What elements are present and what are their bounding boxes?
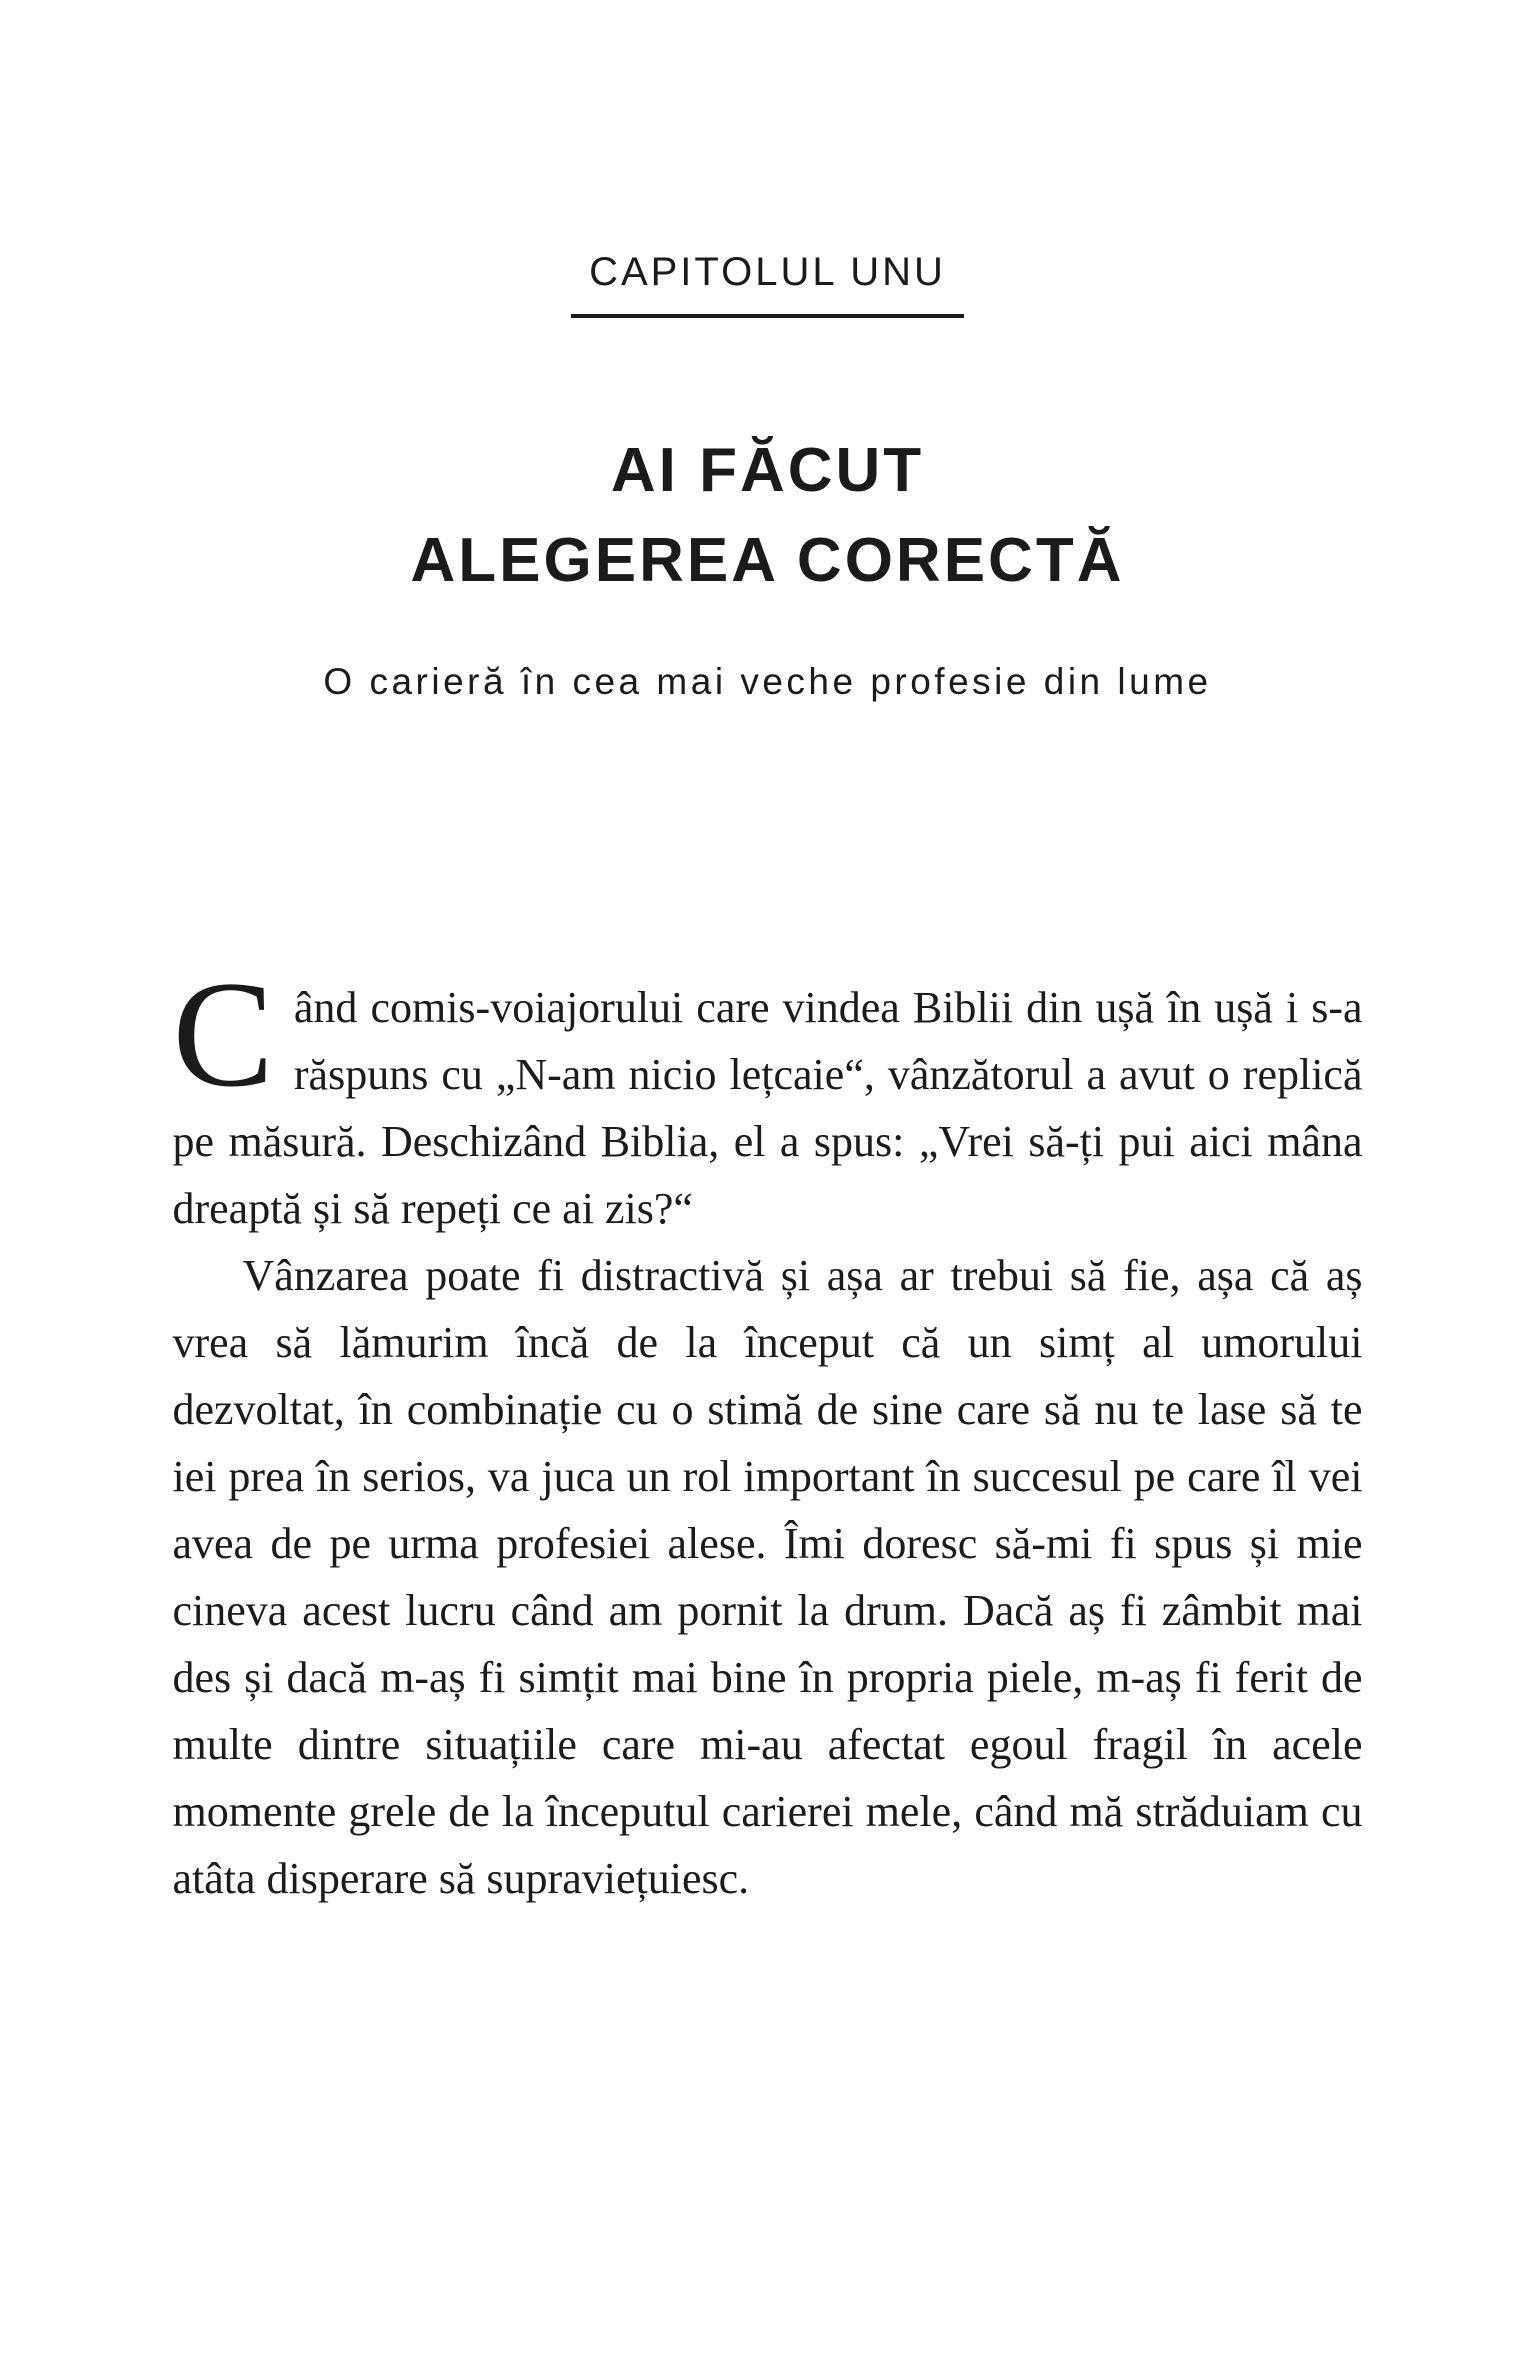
chapter-subtitle: O carieră în cea mai veche profesie din lume <box>323 661 1212 702</box>
paragraph: Vânzarea poate fi distractivă și așa ar trebui să fie, așa că aș vrea să lămurim încă de la început că un simț al umorului dezvoltat, în combinație cu o stimă de sine care să nu te lase să te iei prea în serios, va juca un rol important în succesul pe care îl vei avea de pe urma profesiei alese. Îmi doresc să-mi fi spus și mie cineva acest lucru când am pornit la drum. Dacă aș fi zâmbit mai des și dacă m-aș fi simțit mai bine în propria piele, m-aș fi ferit de multe dintre situațiile care mi-au afectat egoul fragil în acele momente grele de la începutul carierei mele, când mă străduiam cu atâta disperare să supraviețuiesc. <box>172 1251 1363 1903</box>
drop-cap: C <box>172 950 274 1118</box>
chapter-label: CAPITOLUL UNU <box>571 252 964 318</box>
chapter-title <box>173 426 1363 606</box>
body-text <box>172 950 1363 1912</box>
chapter-title-line-1: AI FĂCUT <box>610 436 925 505</box>
book-page <box>173 0 1363 1912</box>
chapter-label-wrap <box>173 252 1363 318</box>
chapter-title-line-2: ALEGEREA CORECTĂ <box>410 526 1125 595</box>
paragraph: Când comis-voiajorului care vindea Biblii din ușă în ușă i s-a răspuns cu „N-am nicio lețcaie“, vânzătorul a avut o replică pe măsură. Deschizând Biblia, el a spus: „Vrei să-ți pui aici mâna dreaptă și să repeți ce ai zis?“ <box>172 950 1363 1233</box>
